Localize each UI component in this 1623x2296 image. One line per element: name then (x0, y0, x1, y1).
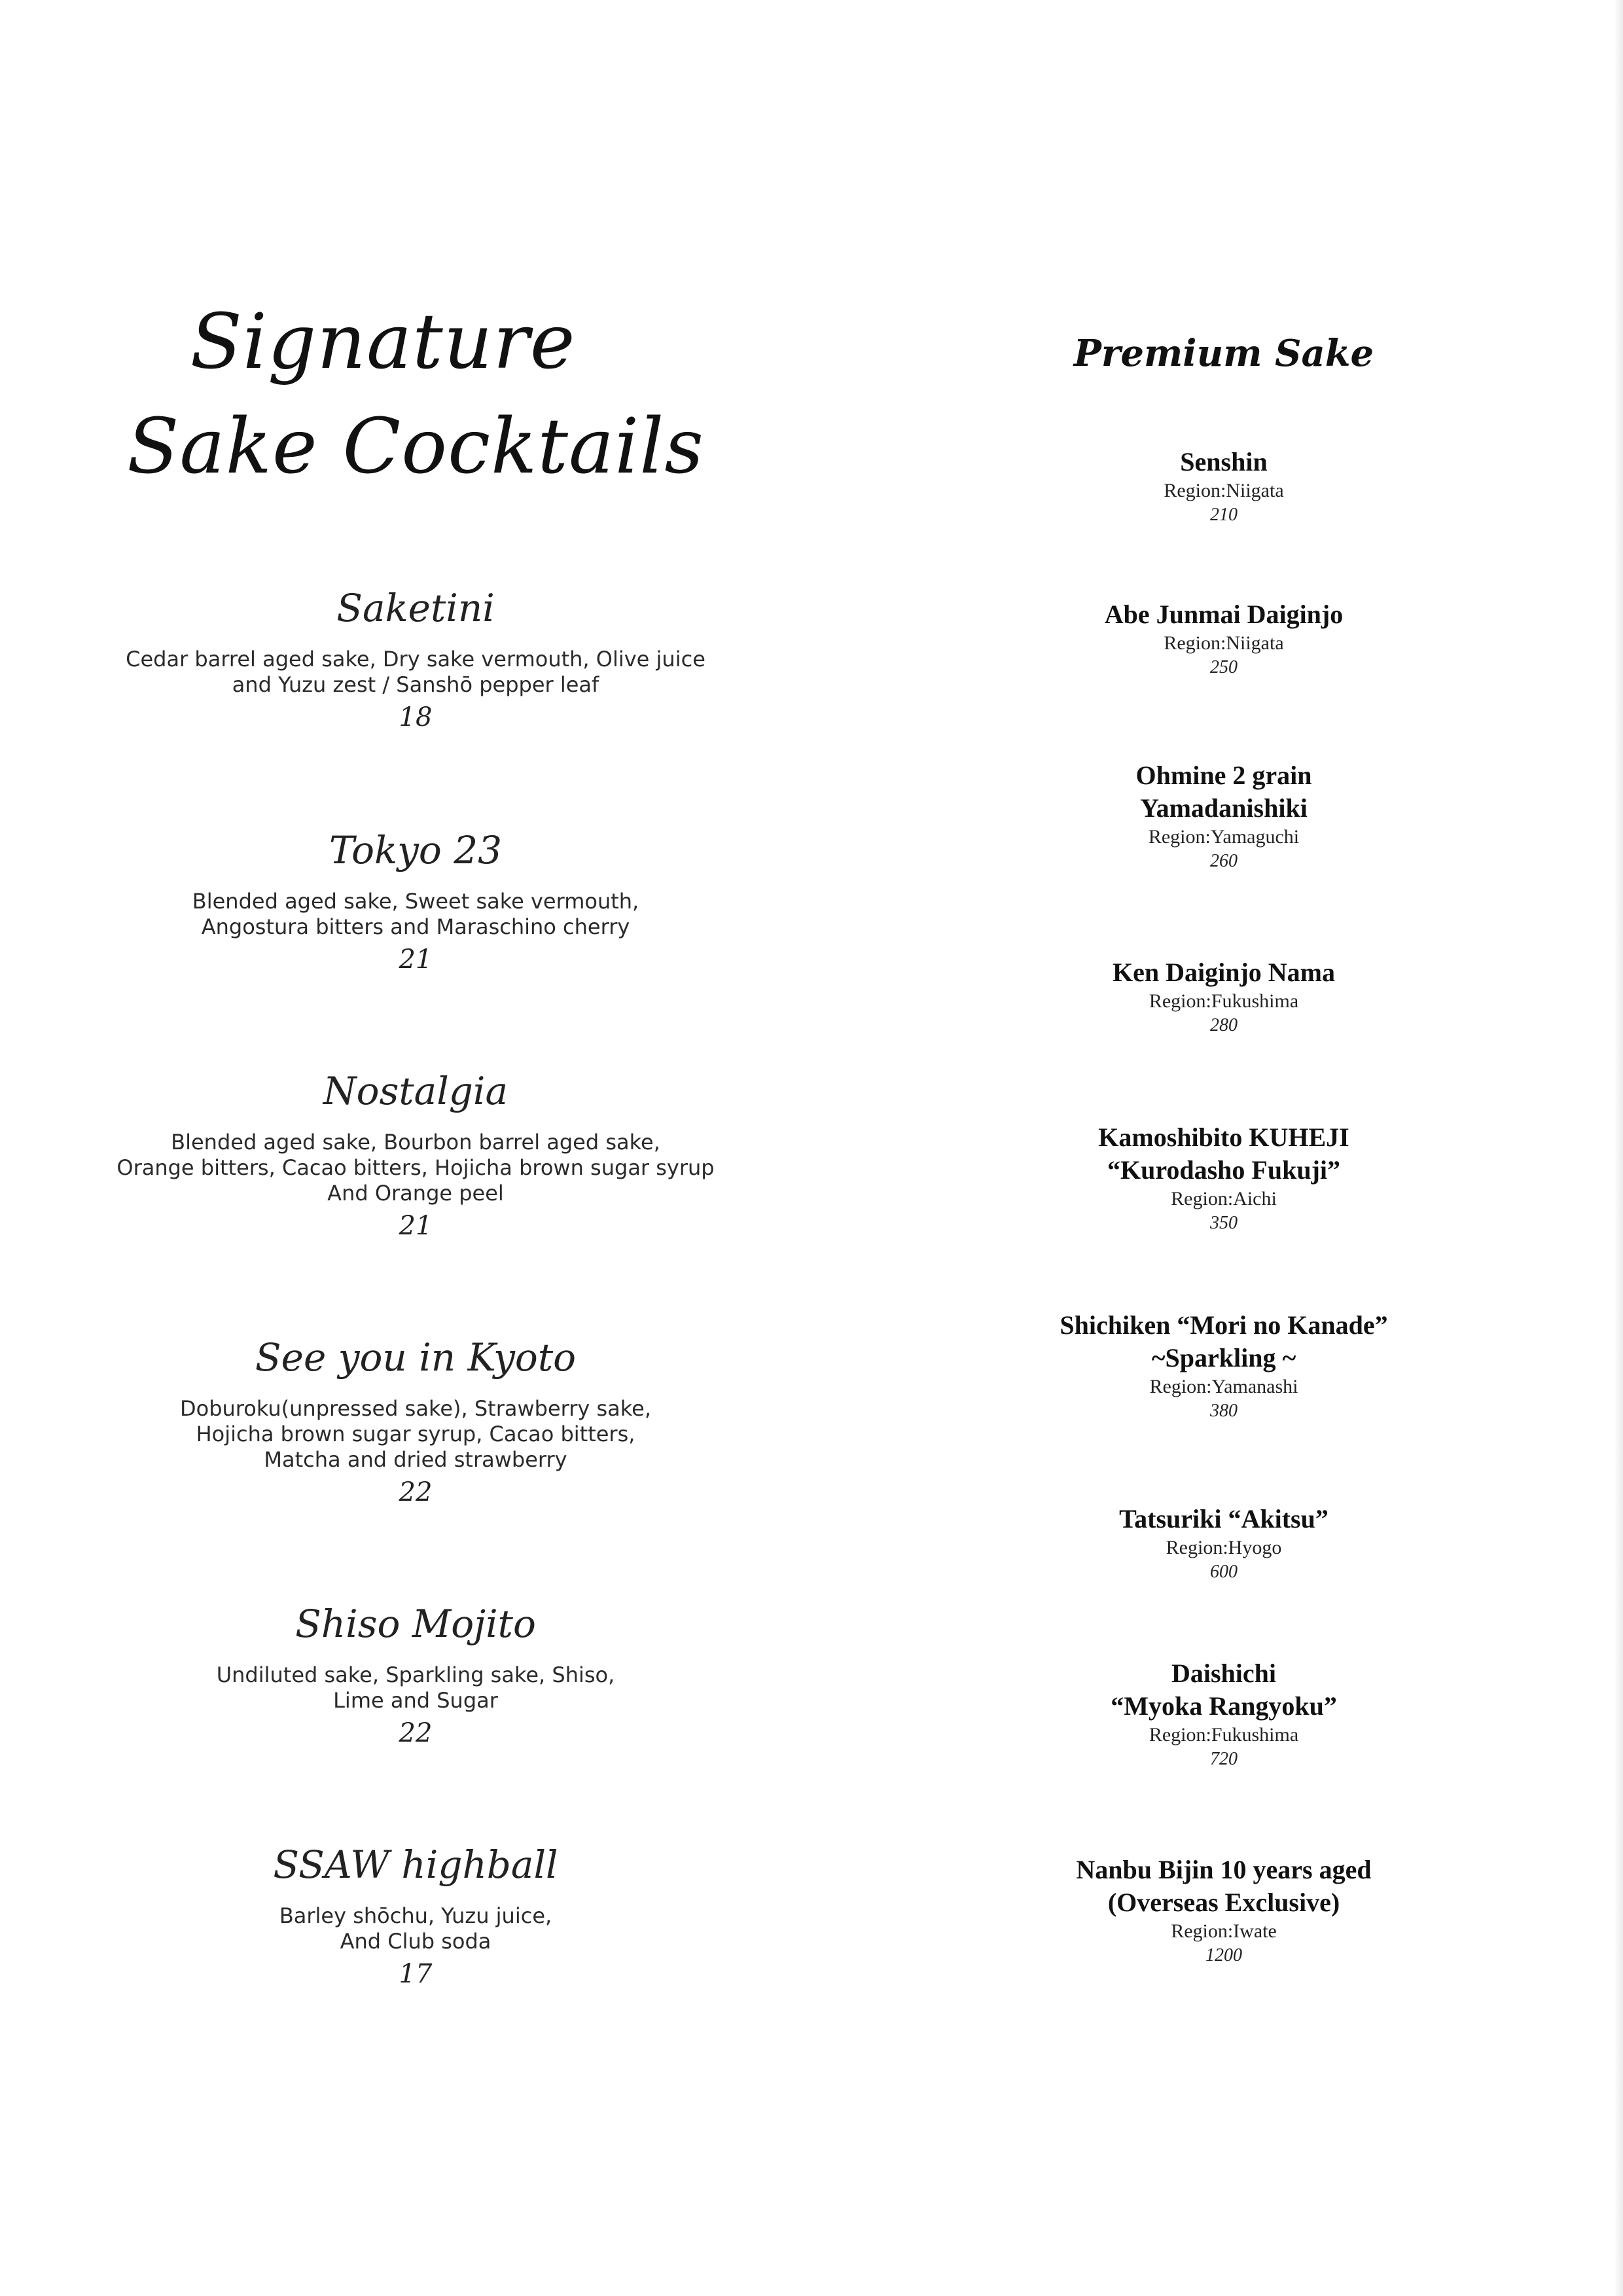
sake-item (1021, 1309, 1427, 1423)
sake-name: Shichiken “Mori no Kanade” (1060, 1310, 1388, 1340)
cocktail-description (105, 1396, 726, 1473)
sake-region: Region:Iwate (1171, 1920, 1277, 1942)
cocktail-description-line: Cedar barrel aged sake, Dry sake vermouth, Olive juice (126, 647, 705, 672)
sake-item (1021, 598, 1427, 679)
sake-price: 250 (1210, 657, 1238, 677)
cocktail-description (105, 1130, 726, 1206)
cocktail-name: See you in Kyoto (255, 1335, 577, 1380)
cocktail-price: 22 (399, 1718, 433, 1748)
sake-price: 380 (1210, 1401, 1238, 1421)
cocktail-description-line: Blended aged sake, Bourbon barrel aged sake, (171, 1130, 660, 1155)
cocktail-name: Saketini (336, 586, 495, 630)
cocktail-description-line: Doburoku(unpressed sake), Strawberry sake, (179, 1396, 652, 1421)
sake-price: 600 (1210, 1562, 1238, 1582)
sake-region: Region:Fukushima (1149, 1724, 1299, 1746)
cocktail-item (105, 1602, 726, 1748)
premium-sake-title: Premium Sake (1073, 332, 1374, 375)
cocktail-description-line: And Club soda (340, 1929, 491, 1954)
sake-name: (Overseas Exclusive) (1107, 1888, 1340, 1917)
cocktail-price: 21 (399, 1211, 433, 1241)
cocktail-item (105, 1069, 726, 1241)
sake-item (1021, 1657, 1427, 1771)
sake-region: Region:Niigata (1164, 632, 1284, 654)
cocktail-item (105, 828, 726, 975)
cocktail-name: Nostalgia (323, 1069, 508, 1113)
cocktail-price: 18 (399, 702, 433, 732)
sake-region: Region:Hyogo (1166, 1537, 1282, 1558)
sake-price: 210 (1210, 505, 1238, 525)
sake-item (1021, 446, 1427, 527)
sake-name: “Kurodasho Fukuji” (1107, 1155, 1341, 1185)
sake-item (1021, 956, 1427, 1037)
sake-name: Ken Daiginjo Nama (1113, 958, 1335, 987)
sake-name: Senshin (1180, 447, 1268, 476)
cocktail-description-line: Angostura bitters and Maraschino cherry (201, 914, 630, 939)
cocktail-description (105, 1903, 726, 1954)
sake-item (1021, 759, 1427, 873)
cocktail-item (105, 586, 726, 732)
cocktail-description (105, 647, 726, 698)
sake-price: 260 (1210, 851, 1238, 871)
sake-name: Yamadanishiki (1140, 793, 1308, 823)
cocktail-description-line: and Yuzu zest / Sanshō pepper leaf (232, 672, 599, 697)
sake-item (1021, 1121, 1427, 1235)
sake-name: Tatsuriki “Akitsu” (1119, 1504, 1329, 1534)
sake-name: ~Sparkling ~ (1151, 1343, 1296, 1372)
cocktail-description-line: Hojicha brown sugar syrup, Cacao bitters, (196, 1422, 635, 1446)
cocktail-name: SSAW highball (273, 1842, 558, 1887)
sake-name: “Myoka Rangyoku” (1111, 1691, 1337, 1721)
sake-region: Region:Yamaguchi (1148, 826, 1300, 848)
cocktail-name: Shiso Mojito (295, 1602, 536, 1646)
cocktails-title-line1: Signature (190, 298, 576, 386)
sake-price: 280 (1210, 1015, 1238, 1035)
cocktail-description (105, 1662, 726, 1713)
cocktails-title-line2: Sake Cocktails (127, 403, 704, 491)
cocktail-description-line: Lime and Sugar (333, 1688, 498, 1713)
sake-name: Daishichi (1171, 1659, 1277, 1688)
cocktail-item (105, 1842, 726, 1989)
cocktail-name: Tokyo 23 (329, 828, 503, 872)
cocktail-price: 21 (399, 944, 433, 975)
sake-item (1021, 1854, 1427, 1967)
cocktail-description (105, 889, 726, 940)
cocktail-description-line: Matcha and dried strawberry (264, 1447, 567, 1472)
cocktail-description-line: Orange bitters, Cacao bitters, Hojicha brown sugar syrup (116, 1155, 715, 1180)
cocktail-price: 17 (399, 1959, 433, 1989)
sake-name: Kamoshibito KUHEJI (1098, 1122, 1349, 1152)
cocktail-description-line: Undiluted sake, Sparkling sake, Shiso, (216, 1662, 615, 1687)
sake-region: Region:Niigata (1164, 480, 1284, 501)
cocktail-description-line: Blended aged sake, Sweet sake vermouth, (192, 889, 639, 914)
sake-name: Ohmine 2 grain (1135, 761, 1312, 790)
page-edge-shadow (1614, 0, 1623, 2296)
sake-region: Region:Yamanashi (1149, 1376, 1298, 1397)
sake-name: Abe Junmai Daiginjo (1104, 600, 1344, 629)
sake-item (1021, 1503, 1427, 1584)
sake-region: Region:Fukushima (1149, 990, 1299, 1012)
cocktail-item (105, 1335, 726, 1507)
sake-price: 350 (1210, 1213, 1238, 1233)
cocktail-description-line: Barley shōchu, Yuzu juice, (279, 1903, 552, 1928)
sake-region: Region:Aichi (1171, 1188, 1277, 1210)
cocktail-description-line: And Orange peel (327, 1181, 504, 1206)
cocktail-price: 22 (399, 1477, 433, 1507)
sake-name: Nanbu Bijin 10 years aged (1076, 1855, 1372, 1884)
sake-price: 720 (1210, 1749, 1238, 1769)
sake-price: 1200 (1205, 1945, 1242, 1965)
